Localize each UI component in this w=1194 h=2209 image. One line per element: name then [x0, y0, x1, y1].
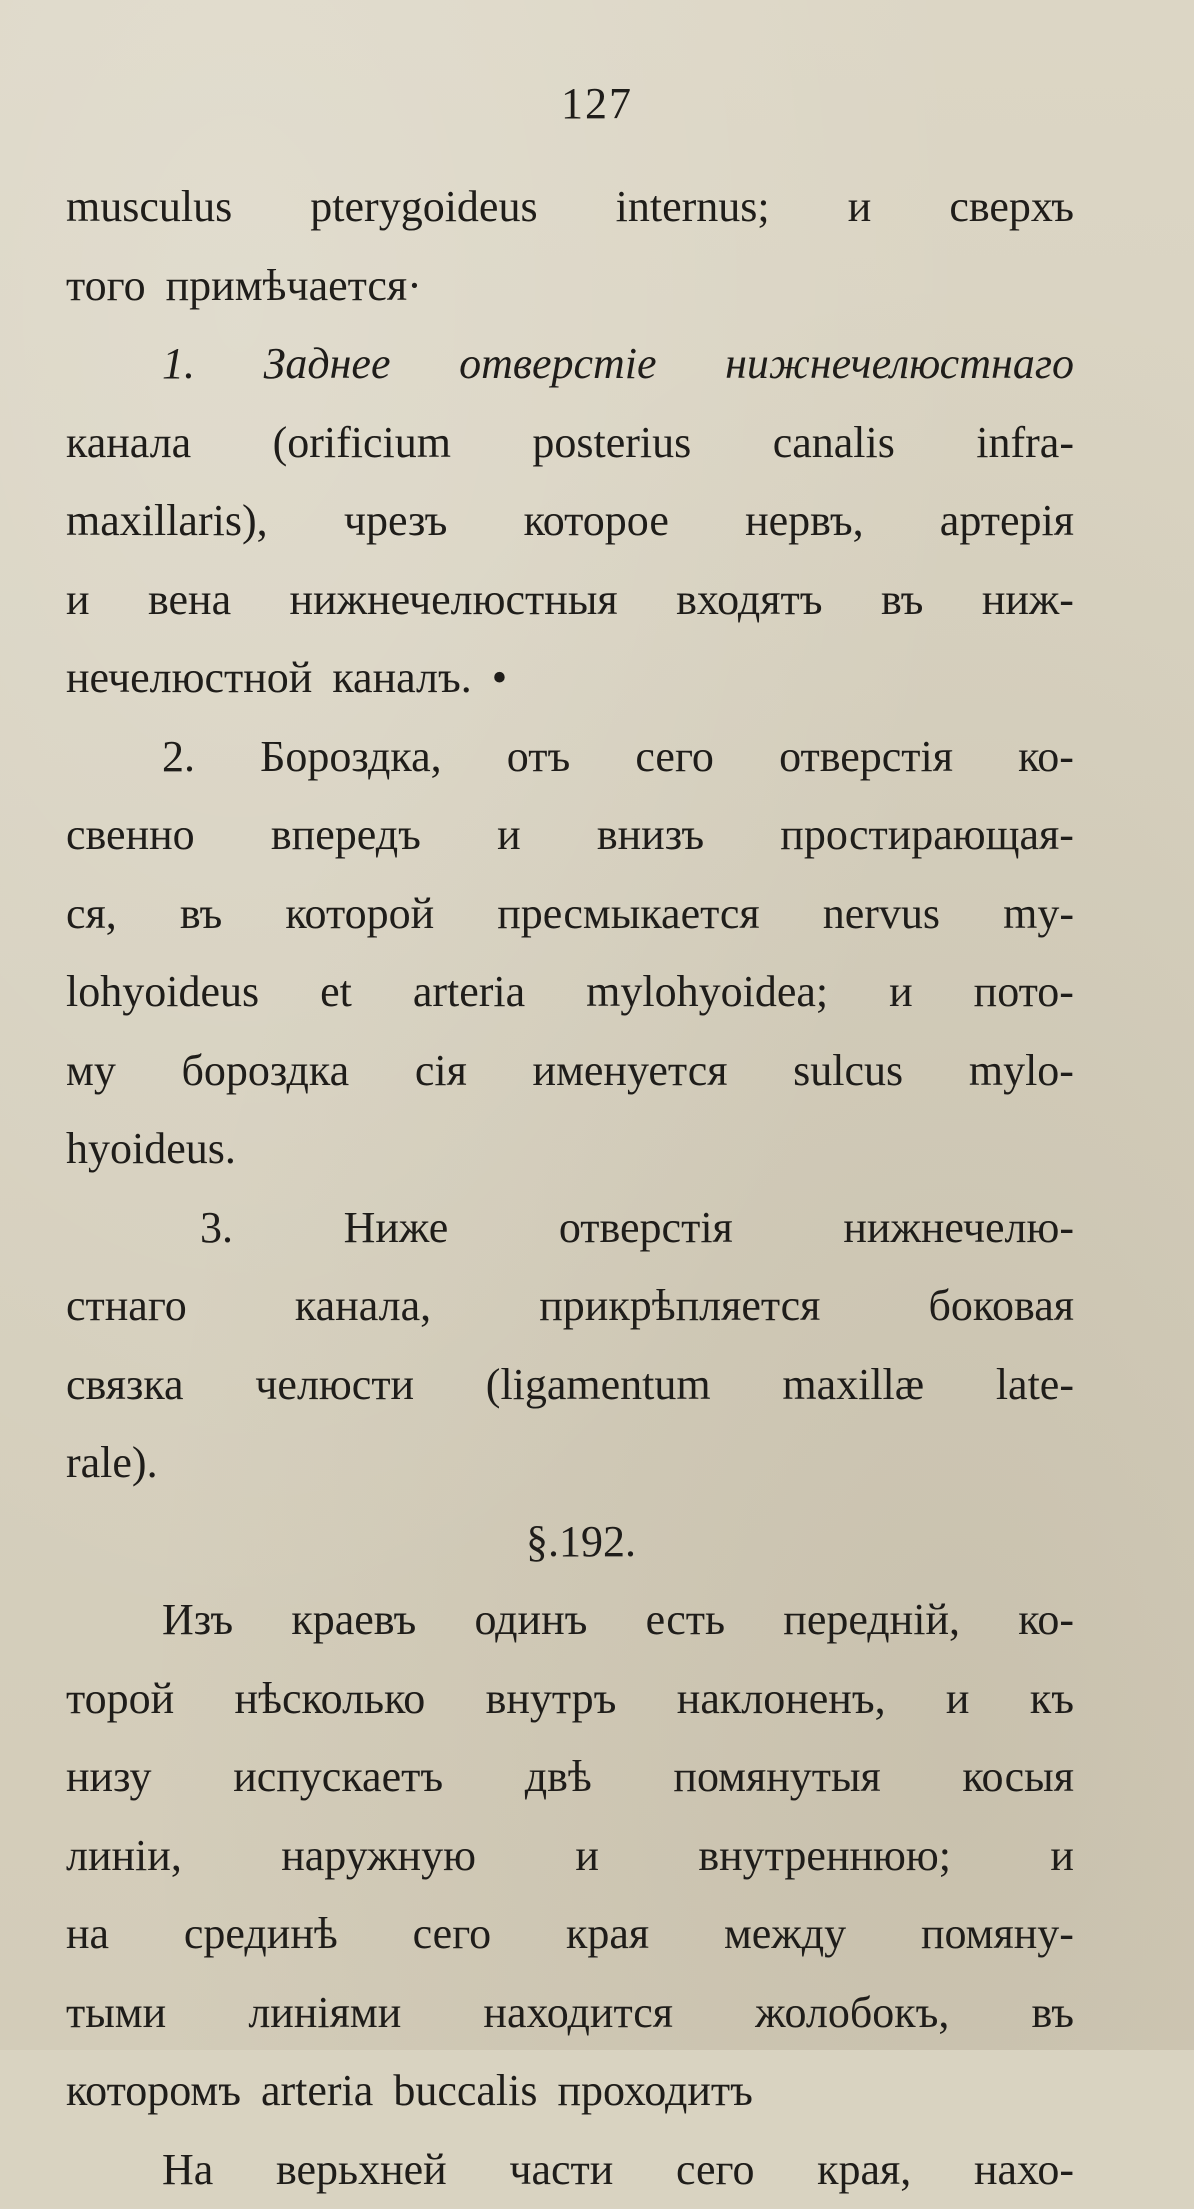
- word: и: [1050, 1817, 1074, 1896]
- word: внутръ: [486, 1660, 617, 1739]
- text-line: [66, 1189, 1074, 1268]
- word: pterygoideus: [310, 168, 537, 247]
- word: помяну-: [921, 1895, 1074, 1974]
- word: my-: [1003, 875, 1074, 954]
- word: стнаго: [66, 1267, 187, 1346]
- word: 3.: [200, 1189, 233, 1268]
- text-line: [66, 639, 1074, 718]
- text-line: [66, 1424, 1074, 1503]
- word: впередъ: [271, 796, 421, 875]
- word: помянутыя: [673, 1738, 880, 1817]
- word: которой: [285, 875, 434, 954]
- word: 2.: [162, 718, 195, 797]
- word: et: [320, 953, 352, 1032]
- word: тыми: [66, 1974, 166, 2053]
- section-heading: [66, 1503, 1074, 1582]
- text-line: [66, 1738, 1074, 1817]
- word: того: [66, 247, 146, 326]
- word: §.: [526, 1503, 559, 1582]
- word: каналъ.: [332, 639, 471, 718]
- word: нервъ,: [745, 482, 864, 561]
- word: жолобокъ,: [755, 1974, 949, 2053]
- word: канала: [66, 404, 191, 483]
- word: сія: [415, 1032, 467, 1111]
- word: края: [566, 1895, 649, 1974]
- word: hyoideus.: [66, 1110, 236, 1189]
- word: артерія: [940, 482, 1074, 561]
- word: вена: [148, 561, 231, 640]
- word: испускаетъ: [233, 1738, 443, 1817]
- word: 1.: [162, 325, 195, 404]
- text-line: [66, 1895, 1074, 1974]
- text-line: [66, 2052, 1074, 2131]
- word: входятъ: [676, 561, 822, 640]
- text-line: [66, 2131, 1074, 2209]
- text-line: [66, 1660, 1074, 1739]
- word: (orificium: [273, 404, 451, 483]
- text-line: [66, 1817, 1074, 1896]
- word: ко-: [1018, 718, 1074, 797]
- word: Бороздка,: [260, 718, 441, 797]
- text-line: [66, 561, 1074, 640]
- text-line: [66, 325, 1074, 404]
- word: и: [575, 1817, 599, 1896]
- word: чрезъ: [344, 482, 448, 561]
- word: внутреннюю;: [698, 1817, 951, 1896]
- word: наклоненъ,: [677, 1660, 886, 1739]
- word: му: [66, 1032, 116, 1111]
- word: mylohyoidea;: [586, 953, 828, 1032]
- word: проходитъ: [557, 2052, 752, 2131]
- word: части: [509, 2131, 613, 2209]
- word: arteria: [261, 2052, 373, 2131]
- word: нечелюстной: [66, 639, 312, 718]
- word: низу: [66, 1738, 152, 1817]
- word: есть: [646, 1581, 725, 1660]
- word: въ: [180, 875, 222, 954]
- word: связка: [66, 1346, 184, 1425]
- word: примѣчается·: [166, 247, 422, 326]
- word: нахо-: [974, 2131, 1074, 2209]
- word: верьхней: [276, 2131, 447, 2209]
- word: линіями: [248, 1974, 401, 2053]
- word: и: [66, 561, 90, 640]
- word: lohyoideus: [66, 953, 259, 1032]
- word: которомъ: [66, 2052, 241, 2131]
- text-line: [66, 168, 1074, 247]
- word: На: [162, 2131, 213, 2209]
- text-line: [66, 1346, 1074, 1425]
- text-line: [66, 875, 1074, 954]
- word: и: [848, 168, 872, 247]
- word: нижнечелюстныя: [290, 561, 618, 640]
- word: sulcus: [793, 1032, 903, 1111]
- word: сверхъ: [949, 168, 1074, 247]
- word: отверстіе: [459, 325, 656, 404]
- word: линіи,: [66, 1817, 182, 1896]
- word: (ligamentum: [486, 1346, 711, 1425]
- text-line: [66, 482, 1074, 561]
- word: именуется: [533, 1032, 728, 1111]
- word: maxillæ: [782, 1346, 924, 1425]
- word: нѣсколько: [235, 1660, 426, 1739]
- text-line: [66, 247, 1074, 326]
- word: сего: [676, 2131, 755, 2209]
- word: •: [492, 639, 507, 718]
- word: canalis: [773, 404, 895, 483]
- word: maxillaris),: [66, 482, 268, 561]
- text-line: [66, 1581, 1074, 1660]
- text-line: [66, 404, 1074, 483]
- word: ко-: [1018, 1581, 1074, 1660]
- word: въ: [881, 561, 923, 640]
- word: торой: [66, 1660, 174, 1739]
- word: въ: [1032, 1974, 1074, 2053]
- word: срединѣ: [184, 1895, 338, 1974]
- text-line: [66, 1267, 1074, 1346]
- word: косыя: [962, 1738, 1074, 1817]
- text-line: [66, 718, 1074, 797]
- word: rale).: [66, 1424, 158, 1503]
- word: внизъ: [597, 796, 704, 875]
- word: и: [946, 1660, 970, 1739]
- word: nervus: [823, 875, 940, 954]
- word: и: [889, 953, 913, 1032]
- word: пресмыкается: [497, 875, 759, 954]
- word: одинъ: [474, 1581, 587, 1660]
- page-number: 127: [0, 78, 1194, 129]
- word: infra-: [976, 404, 1074, 483]
- word: 192.: [559, 1503, 636, 1582]
- word: и: [497, 796, 521, 875]
- word: нижнечелюстнаго: [725, 325, 1074, 404]
- text-line: [66, 1974, 1074, 2053]
- word: бороздка: [182, 1032, 350, 1111]
- word: наружную: [281, 1817, 476, 1896]
- word: buccalis: [393, 2052, 537, 2131]
- word: пото-: [974, 953, 1074, 1032]
- word: отверстія: [559, 1189, 733, 1268]
- text-line: [66, 796, 1074, 875]
- word: отверстія: [779, 718, 953, 797]
- word: простирающая-: [780, 796, 1074, 875]
- word: на: [66, 1895, 109, 1974]
- word: internus;: [616, 168, 770, 247]
- word: находится: [483, 1974, 673, 2053]
- word: ся,: [66, 875, 117, 954]
- text-line: [66, 1110, 1074, 1189]
- text-line: [66, 953, 1074, 1032]
- word: Ниже: [344, 1189, 449, 1268]
- word: musculus: [66, 168, 232, 247]
- word: late-: [996, 1346, 1074, 1425]
- word: боковая: [929, 1267, 1075, 1346]
- word: arteria: [413, 953, 525, 1032]
- word: между: [724, 1895, 846, 1974]
- word: mylo-: [969, 1032, 1074, 1111]
- body-text: [66, 168, 1074, 2209]
- word: челюсти: [255, 1346, 414, 1425]
- word: нижнечелю-: [843, 1189, 1074, 1268]
- word: передній,: [783, 1581, 960, 1660]
- text-line: [66, 1032, 1074, 1111]
- word: къ: [1030, 1660, 1074, 1739]
- word: прикрѣпляется: [539, 1267, 820, 1346]
- word: свенно: [66, 796, 195, 875]
- word: posterius: [532, 404, 691, 483]
- word: канала,: [295, 1267, 431, 1346]
- word: двѣ: [525, 1738, 592, 1817]
- word: Заднее: [264, 325, 391, 404]
- word: сего: [413, 1895, 492, 1974]
- word: краевъ: [291, 1581, 416, 1660]
- word: сего: [635, 718, 714, 797]
- word: ниж-: [982, 561, 1074, 640]
- word: края,: [817, 2131, 911, 2209]
- word: которое: [524, 482, 669, 561]
- word: Изъ: [162, 1581, 233, 1660]
- word: отъ: [507, 718, 570, 797]
